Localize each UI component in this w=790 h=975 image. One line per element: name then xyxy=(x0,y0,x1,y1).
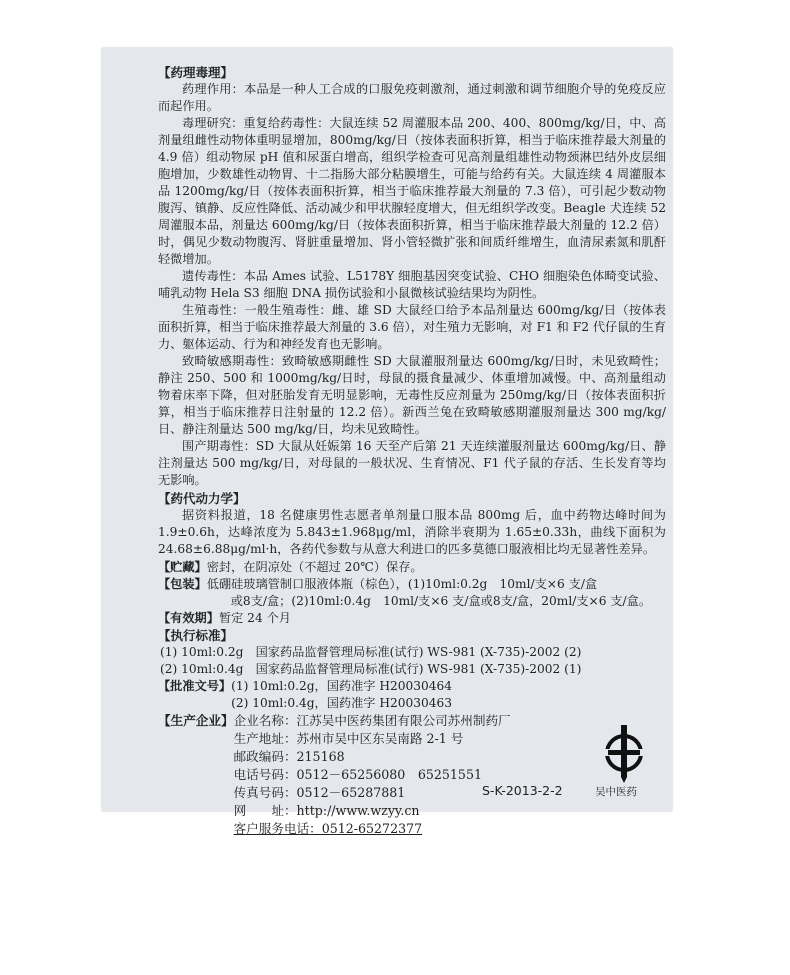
logo-text: 吴中医药 xyxy=(595,786,637,798)
approval-line-1: (1) 10ml:0.2g，国药准字 H20030464 xyxy=(231,679,452,693)
approval-row xyxy=(158,678,666,712)
company-address: 生产地址：苏州市吴中区东吴南路 2-1 号 xyxy=(233,731,464,746)
validity-row xyxy=(158,610,666,627)
validity-label: 【有效期】 xyxy=(158,611,219,625)
wuzhong-logo-icon xyxy=(599,723,649,793)
document-code: S-K-2013-2-2 xyxy=(482,783,563,798)
packaging-line-1: 低硼硅玻璃管制口服液体瓶（棕色），(1)10ml:0.2g 10ml/支×6 支/盒 xyxy=(206,577,598,591)
standard-line-2: (2) 10ml:0.4g 国家药品监督管理局标准(试行) WS-981 (X-735)-2002 (1) xyxy=(160,662,582,676)
standard-line-1: (1) 10ml:0.2g 国家药品监督管理局标准(试行) WS-981 (X-735)-2002 (2) xyxy=(160,645,582,659)
approval-label: 【批准文号】 xyxy=(158,679,232,693)
genetic-toxicity: 遗传毒性：本品 Ames 试验、L5178Y 细胞基因突变试验、CHO 细胞染色体畸变试验、哺乳动物 Hela S3 细胞 DNA 损伤试验和小鼠微核试验结果均为阴性。 xyxy=(158,269,666,300)
teratogenic-toxicity: 致畸敏感期毒性：致畸敏感期雌性 SD 大鼠灌服剂量达 600mg/kg/日时，未见致畸性；静注 250、500 和 1000mg/kg/日时，母鼠的摄食量减少、体重增加减慢。中、高剂量组动物着床率下降，但对胚胎发育无明显影响，无毒性反应剂量为 250mg/kg/日（按体表面积折算，相当于临床推荐日注射量的 12.2 倍）。新西兰兔在致畸敏感期灌服剂量达 300 mg/kg/日、静注剂量达 500 mg/kg/日，均未见致畸性。 xyxy=(158,354,666,436)
leaflet-sheet xyxy=(102,48,672,836)
standard-header: 【执行标准】 xyxy=(158,628,234,643)
perinatal-toxicity: 围产期毒性：SD 大鼠从妊娠第 16 天至产后第 21 天连续灌服剂量达 600mg/kg/日、静注剂量达 500 mg/kg/日，对母鼠的一般状况、生育情况、F1 代子鼠的存活、生长发育等均无影响。 xyxy=(158,439,666,487)
approval-line-2: (2) 10ml:0.4g，国药准字 H20030463 xyxy=(231,696,452,710)
company-postcode: 邮政编码：215168 xyxy=(233,749,345,764)
pharmacology-header: 【药理毒理】 xyxy=(158,65,234,80)
pharmacology-action: 药理作用：本品是一种人工合成的口服免疫刺激剂，通过刺激和调节细胞介导的免疫反应而起作用。 xyxy=(158,82,666,113)
storage-label: 【贮藏】 xyxy=(158,560,207,574)
company-label: 【生产企业】 xyxy=(158,713,234,728)
reproductive-toxicity: 生殖毒性：一般生殖毒性：雌、雄 SD 大鼠经口给予本品剂量达 600mg/kg/日（按体表面积折算，相当于临床推荐最大剂量的 3.6 倍），对生殖力无影响，对 F1 和 F2 代仔鼠的生育力、躯体运动、行为和神经发育也无影响。 xyxy=(158,303,666,351)
packaging-row xyxy=(158,576,666,610)
company-fax: 传真号码：0512－65287881 xyxy=(233,785,406,800)
approval-lines xyxy=(231,678,452,712)
leaflet-content xyxy=(158,64,666,838)
storage-text: 密封，在阴凉处（不超过 20℃）保存。 xyxy=(206,560,423,574)
packaging-label: 【包装】 xyxy=(158,577,207,591)
pk-text: 据资料报道，18 名健康男性志愿者单剂量口服本品 800mg 后，血中药物达峰时间为 1.9±0.6h，达峰浓度为 5.843±1.968μg/ml，消除半衰期为 1.65±0.33h，曲线下面积为 24.68±6.88μg/ml·h，各药代参数与从意大利进口的匹多莫德口服液相比均无显著性差异。 xyxy=(158,508,666,556)
packaging-line-2: 或8支/盒；(2)10ml:0.4g 10ml/支×6 支/盒或8支/盒，20ml/支×6 支/盒。 xyxy=(230,594,652,608)
company-name: 企业名称：江苏吴中医药集团有限公司苏州制药厂 xyxy=(233,713,511,728)
storage-row xyxy=(158,559,666,576)
validity-text: 暂定 24 个月 xyxy=(218,611,291,625)
company-service-phone: 客户服务电话：0512-65272377 xyxy=(233,821,423,836)
packaging-text xyxy=(207,576,666,610)
company-website: 网 址：http://www.wzyy.cn xyxy=(233,803,420,818)
pk-header: 【药代动力学】 xyxy=(158,491,246,506)
toxicology-repeat-dose: 毒理研究：重复给药毒性：大鼠连续 52 周灌服本品 200、400、800mg/kg/日，中、高剂量组雌性动物体重明显增加，800mg/kg/日（按体表面积折算，相当于临床推荐最大剂量的 4.9 倍）组动物尿 pH 值和尿蛋白增高，组织学检查可见高剂量组雄性动物颈淋巴结外皮层细胞增加，少数雄性动物胃、十二指肠大部分粘膜增生，可能与给药有关。大鼠连续 4 周灌服本品 1200mg/kg/日（按体表面积折算，相当于临床推荐最大剂量的 7.3 倍），可引起少数动物腹泻、镇静、反应性降低、活动减少和甲状腺轻度增大，但无组织学改变。Beagle 犬连续 52 周灌服本品，剂量达 600mg/kg/日（按体表面积折算，相当于临床推荐最大剂量的 12.2 倍）时，偶见少数动物腹泻、肾脏重量增加、肾小管轻微扩张和间质纤维增生，血清尿素氮和肌酐轻微增加。 xyxy=(158,116,666,266)
company-phone: 电话号码：0512－65256080 65251551 xyxy=(233,767,482,782)
company-block xyxy=(158,712,666,838)
